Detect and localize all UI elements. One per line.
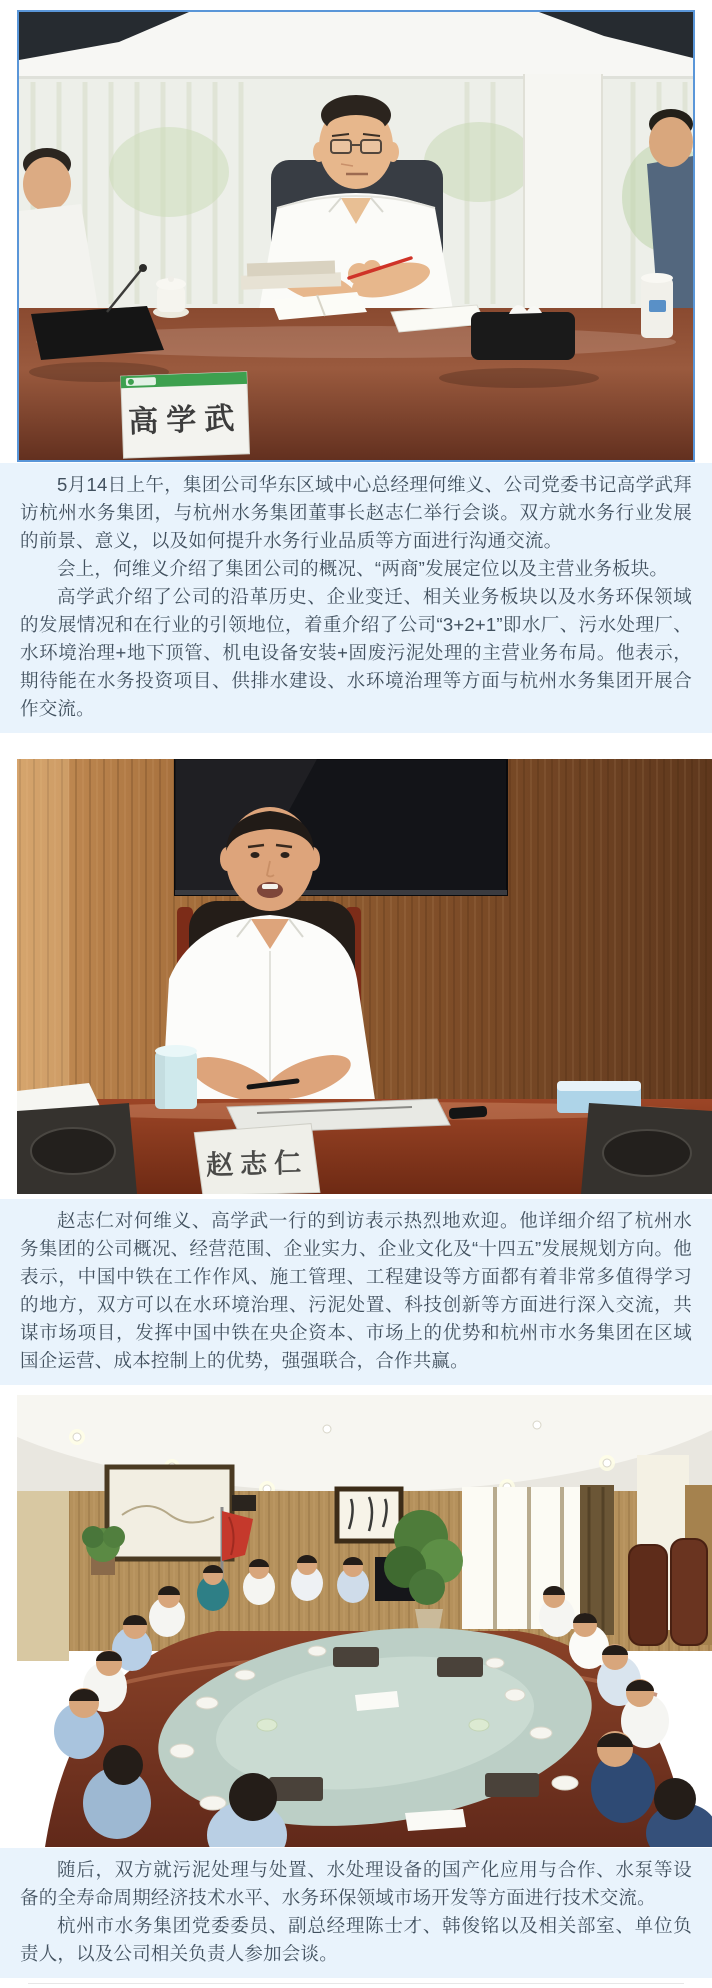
placard-text-gao: 高学武 [127,402,243,439]
photo1-illustration [19,12,693,460]
article-paragraph-block-3 [0,1848,712,1978]
paragraph: 高学武介绍了公司的沿革历史、企业变迁、相关业务板块以及水务环保领域的发展情况和在行业的引领地位，着重介绍了公司“3+2+1”即水厂、污水处理厂、水环境治理+地下顶管、机电设备安装+固废污泥处理的主营业务布局。他表示，期待能在水务投资项目、供排水建设、水环境治理等方面与杭州水务集团开展合作交流。 [20,586,692,719]
paragraph: 赵志仁对何维义、高学武一行的到访表示热烈地欢迎。他详细介绍了杭州水务集团的公司概况、经营范围、企业实力、企业文化及“十四五”发展规划方向。他表示，中国中铁在工作作风、施工管理、工程建设等方面都有着非常多值得学习的地方，双方可以在水环境治理、污泥处置、科技创新等方面进行深入交流，共谋市场项目，发挥中国中铁在央企资本、市场上的优势和杭州市水务集团在区域国企运营、成本控制上的优势，强强联合，合作共赢。 [20,1210,692,1371]
article-paragraph-block-1 [0,463,712,733]
photo-conference-room-wide[interactable] [17,1395,712,1847]
name-placard-gao [121,372,250,458]
photo-chairman-zhao-zhiren[interactable] [17,759,712,1194]
photo2-illustration [17,759,712,1194]
paragraph: 随后，双方就污泥处理与处置、水处理设备的国产化应用与合作、水泵等设备的全寿命周期经济技术水平、水务环保领域市场开发等方面进行技术交流。 [20,1859,692,1908]
paragraph: 会上，何维义介绍了集团公司的概况、“两商”发展定位以及主营业务板块。 [57,558,669,579]
article-paragraph-block-2 [0,1199,712,1385]
paragraph: 5月14日上午，集团公司华东区域中心总经理何维义、公司党委书记高学武拜访杭州水务集团，与杭州水务集团董事长赵志仁举行会谈。双方就水务行业发展的前景、意义，以及如何提升水务行业品质等方面进行沟通交流。 [20,474,692,551]
paragraph: 杭州市水务集团党委委员、副总经理陈士才、韩俊铭以及相关部室、单位负责人，以及公司相关负责人参加会谈。 [20,1915,692,1964]
photo-meeting-gao-xuewu[interactable] [17,10,695,462]
photo3-illustration [17,1395,712,1847]
bottom-divider [28,1983,684,1984]
placard-text-zhao: 赵志仁 [205,1147,309,1181]
name-placard-zhao [194,1123,320,1194]
wall-screen [175,759,507,895]
